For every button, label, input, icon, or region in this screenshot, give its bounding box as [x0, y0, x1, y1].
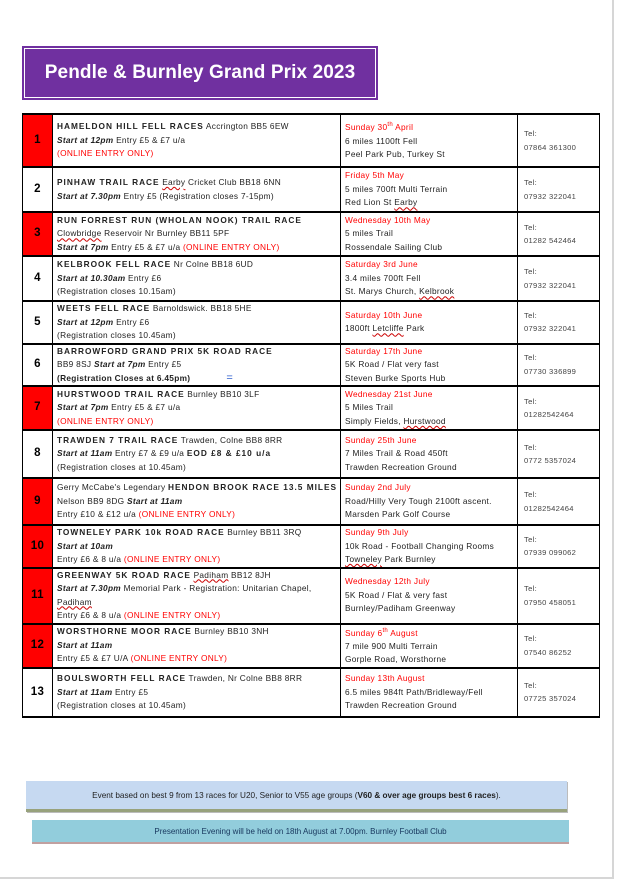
race-detail: 5 miles Trail [345, 228, 394, 239]
page-title: Pendle & Burnley Grand Prix 2023 [24, 48, 376, 98]
race-detail-line [345, 640, 513, 654]
race-number: 4 [23, 256, 53, 301]
venue: Trawden Recreation Ground [345, 461, 457, 472]
race-date: Sunday 25th June [345, 434, 417, 445]
venue: Burnley/Padiham Greenway [345, 603, 456, 614]
race-date-line [345, 481, 513, 495]
race-detail-line [345, 227, 513, 241]
venue-name: Kelbrook [419, 286, 455, 297]
race-date: Wednesday 21st June [345, 388, 433, 399]
tel-number[interactable]: 07939 099062 [524, 548, 577, 558]
tel-number[interactable]: 01282 542464 [524, 236, 577, 245]
online-entry-note: (ONLINE ENTRY ONLY) [57, 148, 154, 159]
race-name: BOULSWORTH FELL RACE [57, 673, 187, 684]
race-location: Cricket Club BB18 6NN [185, 177, 281, 187]
race-row [23, 301, 600, 344]
online-entry-note: (ONLINE ENTRY ONLY) [130, 653, 228, 664]
tel-number[interactable]: 01282542464 [524, 410, 574, 419]
race-entry: Entry £5 [112, 686, 149, 697]
tel-label: Tel: [524, 353, 538, 363]
race-name: WEETS FELL RACE [57, 303, 151, 313]
race-date-line [345, 672, 513, 686]
race-number: 12 [23, 624, 53, 668]
race-detail: 3.4 miles 700ft Fell [345, 272, 421, 283]
race-start: Start at 11am [57, 639, 113, 650]
race-row [23, 478, 600, 525]
race-info-cell [53, 478, 341, 525]
race-venue-line [345, 196, 513, 210]
race-info-cell [53, 668, 341, 717]
tel-label: Tel: [524, 442, 538, 452]
race-date: Saturday 3rd June [345, 259, 418, 270]
race-name: RUN FORREST RUN (WHOLAN NOOK) TRAIL RACE [57, 214, 302, 225]
venue: St. Marys Church, [345, 286, 420, 297]
race-detail: Road/Hilly Very Tough 2100ft ascent. [345, 495, 492, 506]
race-location-town: Earby [162, 177, 186, 187]
race-row [23, 212, 600, 256]
race-number: 11 [23, 568, 53, 624]
tel-label: Tel: [524, 584, 538, 593]
race-info-cell [53, 301, 341, 344]
date-suffix: th [387, 122, 393, 129]
race-info-line [57, 258, 336, 272]
tel-number[interactable]: 07950 458051 [524, 597, 577, 607]
race-info-line [57, 120, 336, 134]
race-start: Start at 12pm [57, 134, 114, 145]
race-name: KELBROOK FELL RACE [57, 259, 172, 270]
date-suffix: th [382, 627, 389, 634]
race-start: Start at 7pm [57, 402, 109, 413]
race-row [23, 668, 600, 717]
race-entry: Entry £5 & £7 u/a [108, 402, 181, 413]
tel-label: Tel: [524, 178, 538, 187]
venue: Steven Burke Sports Hub [345, 372, 446, 383]
title-banner [22, 46, 378, 100]
race-entry: Entry £5 [145, 359, 182, 369]
race-start: Start at 12pm [57, 316, 114, 327]
online-entry-note: (ONLINE ENTRY ONLY) [123, 610, 221, 620]
race-info-line [57, 329, 336, 343]
equals-mark: = [226, 371, 234, 384]
race-name: HURSTWOOD TRAIL RACE [57, 388, 185, 399]
race-location: BB12 8JH [228, 569, 271, 580]
race-date-cell [341, 568, 518, 624]
race-location: Barnoldswick. BB18 5HE [150, 303, 252, 313]
race-detail: 6.5 miles 984ft Path/Bridleway/Fell [345, 686, 483, 697]
race-date-line [345, 388, 513, 402]
race-date-line [345, 526, 513, 540]
race-location: Reservoir Nr Burnley BB11 5PF [101, 228, 230, 239]
tel-label: Tel: [524, 490, 538, 499]
race-schedule-table [22, 113, 600, 718]
race-info-line [57, 134, 336, 148]
race-detail-line [345, 447, 513, 461]
race-detail: 10k Road - Football Changing Rooms [345, 540, 495, 551]
tel-number[interactable]: 07932 322041 [524, 191, 577, 201]
race-info-line [57, 241, 336, 255]
online-entry-note: (ONLINE ENTRY ONLY) [57, 415, 154, 426]
contact-cell [518, 212, 600, 256]
race-start: Start at 7.30pm [57, 583, 121, 593]
race-date-line [345, 309, 513, 323]
race-date-cell [341, 301, 518, 344]
race-entry: Entry £6 & 8 u/a [57, 554, 124, 564]
race-row [23, 525, 600, 568]
race-detail: 7 mile 900 Multi Terrain [345, 640, 438, 651]
race-info-line [57, 639, 336, 653]
race-venue-line [345, 285, 513, 299]
race-detail: 5K Road / Flat very fast [345, 359, 439, 369]
race-detail-line [345, 322, 513, 336]
race-date-cell [341, 212, 518, 256]
race-date: Wednesday 12th July [345, 576, 430, 587]
race-date: Sunday 30 [345, 122, 388, 133]
contact-cell [518, 430, 600, 478]
race-info-cell [53, 430, 341, 478]
race-info-line [57, 508, 336, 522]
race-detail-line [345, 540, 513, 554]
tel-label: Tel: [524, 634, 538, 644]
contact-cell [518, 478, 600, 525]
race-info-line [57, 272, 336, 286]
eod-entry: EOD £8 & £10 u/a [186, 448, 272, 459]
registration-note: (Registration closes at 10.45am) [57, 461, 187, 472]
race-detail: 5K Road / Flat & very fast [345, 589, 448, 600]
race-detail-line [345, 183, 513, 197]
race-info-line [57, 214, 336, 228]
race-info-line [57, 625, 336, 639]
race-info-line [57, 481, 336, 495]
race-date: Saturday 17th June [345, 345, 423, 356]
race-date-line [345, 625, 513, 640]
race-number: 3 [23, 212, 53, 256]
online-entry-note: (ONLINE ENTRY ONLY) [138, 509, 236, 520]
race-row [23, 386, 600, 430]
race-month: April [392, 122, 414, 133]
race-location: Burnley BB11 3RQ [224, 527, 302, 537]
race-number: 9 [23, 478, 53, 525]
race-start: Start at 7.30pm [57, 190, 121, 201]
race-date: Sunday 13th August [345, 673, 425, 684]
venue: Gorple Road, Worsthorne [345, 654, 447, 665]
race-venue-line [345, 553, 513, 567]
contact-cell [518, 568, 600, 624]
race-info-line [57, 526, 336, 540]
race-date-line [345, 345, 513, 359]
presentation-note-text: Presentation Evening will be held on 18th August at 7.00pm. Burnley Football Club [154, 826, 447, 836]
race-info-line [57, 401, 336, 415]
race-location: Burnley BB10 3LF [184, 388, 260, 399]
race-info-line [57, 461, 336, 475]
race-name: BARROWFORD GRAND PRIX 5K ROAD RACE [57, 345, 273, 356]
online-entry-note: (ONLINE ENTRY ONLY) [182, 241, 280, 252]
race-entry: Entry £5 (Registration closes 7-15pm) [120, 190, 274, 201]
tel-label: Tel: [524, 534, 538, 544]
race-date-line [345, 214, 513, 228]
race-info-cell [53, 386, 341, 430]
race-row [23, 430, 600, 478]
race-location-town: Clowbridge [57, 228, 102, 239]
contact-cell [518, 386, 600, 430]
venue: Park Burnley [382, 554, 436, 564]
race-start: Start at 11am [57, 448, 113, 459]
race-entry: Memorial Park - Registration: Unitarian Chapel, [120, 583, 312, 593]
tel-number[interactable]: 01282542464 [524, 503, 574, 513]
race-info-cell [53, 256, 341, 301]
tel-number[interactable]: 07725 357024 [524, 694, 577, 704]
race-entry: Entry £7 & £9 u/a [112, 448, 187, 459]
race-location: Accrington BB5 6EW [203, 121, 289, 132]
race-entry: Entry £5 & £7 U/A [57, 653, 131, 664]
race-venue-line [345, 602, 513, 616]
race-date-cell [341, 668, 518, 717]
registration-note: (Registration closes at 10.45am) [57, 700, 187, 711]
race-entry: Entry £5 & £7 u/a [113, 134, 186, 145]
race-info-line [57, 609, 336, 623]
race-name-prefix: Gerry McCabe's Legendary [57, 482, 168, 493]
race-number: 8 [23, 430, 53, 478]
race-venue-line [345, 699, 513, 713]
race-date-line [345, 434, 513, 448]
race-date-line [345, 575, 513, 589]
race-location-town: Padiham [57, 596, 92, 607]
registration-note: (Registration Closes at 6.45pm) [57, 372, 191, 383]
race-postcode: Nelson BB9 8DG [57, 495, 127, 506]
race-detail: 5 Miles Trail [345, 402, 394, 413]
race-start: Start at 11am [126, 495, 183, 506]
race-name: TOWNELEY PARK 10k ROAD RACE [57, 527, 225, 537]
scoring-note [26, 781, 567, 812]
race-date-cell [341, 430, 518, 478]
race-entry: Entry £6 [113, 316, 150, 327]
race-info-line [57, 540, 336, 554]
race-name: GREENWAY 5K ROAD RACE [57, 569, 191, 580]
contact-cell [518, 624, 600, 668]
race-entry: Entry £6 [125, 272, 162, 283]
race-info-line [57, 316, 336, 330]
venue: Red Lion St [345, 197, 395, 208]
tel-label: Tel: [524, 310, 538, 320]
race-entry: Entry £10 & £12 u/a [57, 509, 139, 520]
race-info-cell [53, 167, 341, 212]
race-date-cell [341, 525, 518, 568]
race-info-cell [53, 344, 341, 387]
race-number: 2 [23, 167, 53, 212]
race-venue-line [345, 508, 513, 522]
contact-cell [518, 114, 600, 167]
race-info-cell [53, 568, 341, 624]
race-row [23, 114, 600, 167]
race-venue-line [345, 148, 513, 162]
tel-number[interactable]: 07730 336899 [524, 366, 577, 376]
registration-note: (Registration closes 10.45am) [57, 330, 176, 340]
race-date: Wednesday 10th May [345, 214, 431, 225]
race-info-line [57, 596, 336, 610]
race-location-town: Padiham [193, 569, 229, 580]
race-row [23, 344, 600, 387]
tel-number[interactable]: 07932 322041 [524, 280, 577, 290]
race-info-line [57, 569, 336, 583]
race-info-line [57, 147, 336, 161]
race-detail-line [345, 495, 513, 509]
race-detail: 6 miles 1100ft Fell [345, 135, 418, 146]
contact-cell [518, 256, 600, 301]
tel-label: Tel: [524, 396, 538, 406]
race-info-line [57, 372, 336, 386]
contact-cell [518, 668, 600, 717]
venue: Peel Park Pub, Turkey St [345, 149, 445, 160]
contact-cell [518, 167, 600, 212]
race-date-cell [341, 478, 518, 525]
race-date-cell [341, 624, 518, 668]
race-venue-line [345, 241, 513, 255]
race-date: Friday 5th May [345, 170, 405, 181]
race-month: August [388, 627, 418, 638]
race-location: Burnley BB10 3NH [191, 626, 269, 637]
venue-name: Towneley [345, 554, 382, 564]
tel-number[interactable]: 0772 5357024 [524, 456, 577, 465]
race-number: 13 [23, 668, 53, 717]
race-date: Sunday 2nd July [345, 482, 411, 493]
race-name: HENDON BROOK RACE 13.5 MILES [168, 482, 338, 493]
race-info-line [57, 190, 336, 204]
race-entry: Entry £6 & 8 u/a [57, 610, 124, 620]
race-detail: 7 Miles Trail & Road 450ft [345, 448, 448, 459]
race-number: 1 [23, 114, 53, 167]
race-start: Start at 11am [57, 686, 113, 697]
race-name: TRAWDEN 7 TRAIL RACE [57, 434, 179, 445]
race-number: 5 [23, 301, 53, 344]
race-info-line [57, 686, 336, 700]
race-row [23, 167, 600, 212]
venue-name: Letcliffe [372, 323, 404, 334]
race-info-line [57, 358, 336, 372]
presentation-note [32, 820, 569, 844]
race-info-line [57, 176, 336, 190]
venue-suffix: Park [403, 323, 425, 334]
tel-label: Tel: [524, 222, 538, 232]
race-row [23, 256, 600, 301]
race-name: HAMELDON HILL FELL RACES [57, 121, 204, 132]
race-info-line [57, 415, 336, 429]
scoring-note-text: Event based on best 9 from 13 races for U20, Senior to V55 age groups (V60 & over age groups best 6 races). [92, 790, 501, 800]
race-number: 6 [23, 344, 53, 387]
race-date-cell [341, 386, 518, 430]
race-date-cell [341, 344, 518, 387]
venue: Simply Fields, [345, 415, 404, 426]
race-venue-line [345, 461, 513, 475]
race-detail-line [345, 272, 513, 286]
race-date: Saturday 10th June [345, 309, 423, 320]
race-date: Sunday 9th July [345, 527, 409, 537]
venue: Trawden Recreation Ground [345, 700, 457, 711]
race-name: WORSTHORNE MOOR RACE [57, 626, 192, 637]
race-info-line [57, 285, 336, 299]
race-postcode: BB9 8SJ [57, 359, 94, 369]
race-row [23, 624, 600, 668]
race-location: Nr Colne BB18 6UD [171, 259, 254, 270]
race-info-line [57, 434, 336, 448]
race-detail-line [345, 358, 513, 372]
race-start: Start at 10am [57, 540, 114, 551]
race-info-line [57, 388, 336, 402]
race-name: PINHAW TRAIL RACE [57, 177, 160, 187]
tel-label: Tel: [524, 129, 538, 138]
race-date-cell [341, 114, 518, 167]
race-info-cell [53, 525, 341, 568]
race-start: Start at 10.30am [57, 272, 126, 283]
race-entry: Entry £5 & £7 u/a [108, 241, 183, 252]
race-date-cell [341, 167, 518, 212]
race-date-line [345, 119, 513, 134]
contact-cell [518, 301, 600, 344]
venue-name: Hurstwood [403, 415, 446, 426]
race-date: Sunday 6 [345, 627, 383, 638]
race-detail-line [345, 401, 513, 415]
race-number: 7 [23, 386, 53, 430]
race-start: Start at 7pm [57, 241, 109, 252]
race-venue-line [345, 653, 513, 667]
race-info-cell [53, 212, 341, 256]
contact-cell [518, 344, 600, 387]
race-venue-line [345, 372, 513, 386]
race-info-line [57, 302, 336, 316]
race-info-line [57, 447, 336, 461]
tel-number[interactable]: 07540 86252 [524, 647, 572, 657]
race-location: Trawden, Colne BB8 8RR [178, 434, 283, 445]
race-start: Start at 7pm [94, 359, 146, 369]
race-detail: 1800ft [345, 323, 373, 334]
race-info-line [57, 672, 336, 686]
race-location: Trawden, Nr Colne BB8 8RR [186, 673, 303, 684]
race-row [23, 568, 600, 624]
race-date-cell [341, 256, 518, 301]
venue: Marsden Park Golf Course [345, 509, 451, 520]
race-info-line [57, 652, 336, 666]
venue: Rossendale Sailing Club [345, 241, 443, 252]
race-number: 10 [23, 525, 53, 568]
race-info-line [57, 345, 336, 359]
race-info-line [57, 582, 336, 596]
race-date-line [345, 258, 513, 272]
contact-cell [518, 525, 600, 568]
tel-label: Tel: [524, 680, 538, 690]
tel-label: Tel: [524, 267, 538, 276]
online-entry-note: (ONLINE ENTRY ONLY) [123, 554, 221, 564]
race-info-line [57, 553, 336, 567]
race-date-line [345, 169, 513, 183]
race-detail-line [345, 589, 513, 603]
race-info-line [57, 699, 336, 713]
race-detail-line [345, 135, 513, 149]
race-detail-line [345, 686, 513, 700]
registration-note: (Registration closes 10.15am) [57, 286, 176, 297]
race-info-line [57, 227, 336, 241]
race-info-line [57, 495, 336, 509]
race-detail: 5 miles 700ft Multi Terrain [345, 183, 448, 194]
race-info-cell [53, 624, 341, 668]
race-venue-line [345, 415, 513, 429]
tel-number[interactable]: 07864 361300 [524, 142, 577, 152]
venue-name: Earby [394, 197, 418, 208]
race-info-cell [53, 114, 341, 167]
tel-number[interactable]: 07932 322041 [524, 324, 577, 334]
